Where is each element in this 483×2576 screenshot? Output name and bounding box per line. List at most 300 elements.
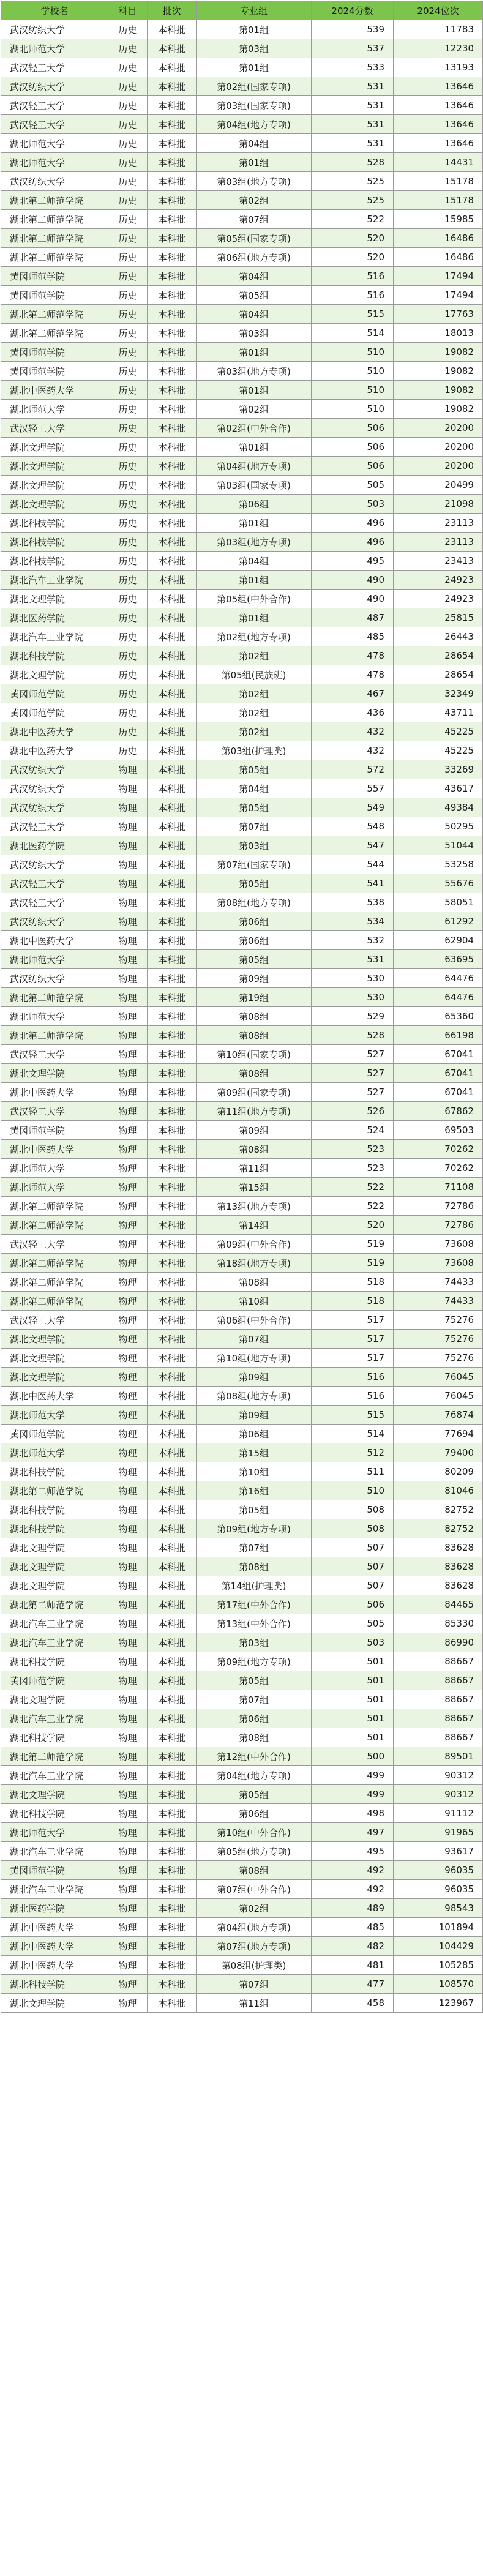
cell-score: 478: [312, 646, 394, 665]
table-row: [1, 741, 483, 760]
cell-school: 湖北第二师范学院: [1, 210, 108, 229]
cell-score: 506: [312, 457, 394, 476]
cell-major-group: 第05组: [197, 798, 312, 817]
cell-score: 531: [312, 96, 394, 115]
cell-subject: 历史: [108, 438, 148, 457]
cell-rank: 64476: [394, 969, 483, 988]
cell-subject: 物理: [108, 1292, 148, 1311]
cell-school: 湖北文理学院: [1, 1690, 108, 1709]
cell-major-group: 第08组(地方专项): [197, 893, 312, 912]
cell-rank: 13646: [394, 115, 483, 134]
cell-score: 529: [312, 1007, 394, 1026]
cell-rank: 88667: [394, 1690, 483, 1709]
table-row: [1, 1349, 483, 1368]
cell-major-group: 第08组: [197, 1557, 312, 1576]
cell-major-group: 第07组(国家专项): [197, 855, 312, 874]
cell-score: 507: [312, 1576, 394, 1595]
table-row: [1, 665, 483, 684]
table-row: [1, 950, 483, 969]
cell-school: 武汉轻工大学: [1, 419, 108, 438]
cell-school: 湖北中医药大学: [1, 381, 108, 400]
cell-subject: 物理: [108, 855, 148, 874]
table-row: [1, 1766, 483, 1785]
cell-school: 湖北文理学院: [1, 1349, 108, 1368]
cell-major-group: 第01组: [197, 438, 312, 457]
cell-subject: 物理: [108, 1519, 148, 1538]
table-row: [1, 115, 483, 134]
table-row: [1, 1519, 483, 1538]
cell-score: 485: [312, 1918, 394, 1937]
cell-rank: 12230: [394, 39, 483, 58]
cell-subject: 历史: [108, 153, 148, 172]
table-row: [1, 20, 483, 39]
cell-batch: 本科批: [148, 514, 197, 533]
cell-major-group: 第01组: [197, 571, 312, 590]
cell-batch: 本科批: [148, 590, 197, 608]
cell-rank: 19082: [394, 362, 483, 381]
cell-subject: 物理: [108, 1747, 148, 1766]
table-row: [1, 571, 483, 590]
table-row: [1, 1690, 483, 1709]
cell-school: 武汉轻工大学: [1, 1045, 108, 1064]
cell-score: 523: [312, 1159, 394, 1178]
cell-school: 黄冈师范学院: [1, 362, 108, 381]
cell-school: 黄冈师范学院: [1, 343, 108, 362]
cell-score: 478: [312, 665, 394, 684]
table-row: [1, 533, 483, 552]
cell-subject: 历史: [108, 495, 148, 514]
cell-batch: 本科批: [148, 1368, 197, 1387]
cell-major-group: 第07组: [197, 1690, 312, 1709]
table-row: [1, 855, 483, 874]
table-row: [1, 1918, 483, 1937]
cell-rank: 65360: [394, 1007, 483, 1026]
cell-major-group: 第02组: [197, 703, 312, 722]
cell-score: 508: [312, 1500, 394, 1519]
header-subject: 科目: [108, 1, 148, 20]
cell-batch: 本科批: [148, 400, 197, 419]
cell-score: 492: [312, 1880, 394, 1899]
cell-score: 508: [312, 1519, 394, 1538]
cell-batch: 本科批: [148, 1595, 197, 1614]
cell-school: 武汉纺织大学: [1, 798, 108, 817]
cell-batch: 本科批: [148, 1273, 197, 1292]
cell-school: 黄冈师范学院: [1, 1861, 108, 1880]
cell-rank: 96035: [394, 1880, 483, 1899]
cell-major-group: 第03组: [197, 324, 312, 343]
cell-subject: 物理: [108, 1538, 148, 1557]
cell-major-group: 第04组: [197, 134, 312, 153]
cell-rank: 14431: [394, 153, 483, 172]
table-row: [1, 931, 483, 950]
cell-rank: 45225: [394, 722, 483, 741]
cell-batch: 本科批: [148, 1880, 197, 1899]
cell-batch: 本科批: [148, 1671, 197, 1690]
cell-major-group: 第01组: [197, 58, 312, 77]
cell-subject: 物理: [108, 1633, 148, 1652]
cell-score: 531: [312, 77, 394, 96]
table-row: [1, 1254, 483, 1273]
table-row: [1, 1823, 483, 1842]
cell-school: 武汉轻工大学: [1, 1311, 108, 1330]
cell-rank: 24923: [394, 590, 483, 608]
table-row: [1, 1880, 483, 1899]
cell-batch: 本科批: [148, 1614, 197, 1633]
cell-major-group: 第04组: [197, 305, 312, 324]
table-row: [1, 1026, 483, 1045]
cell-subject: 物理: [108, 1899, 148, 1918]
cell-score: 489: [312, 1899, 394, 1918]
cell-rank: 62904: [394, 931, 483, 950]
table-row: [1, 1425, 483, 1443]
header-score-2024: 2024分数: [312, 1, 394, 20]
cell-subject: 物理: [108, 1937, 148, 1956]
cell-major-group: 第08组: [197, 1140, 312, 1159]
cell-batch: 本科批: [148, 1500, 197, 1519]
cell-rank: 28654: [394, 665, 483, 684]
cell-major-group: 第04组: [197, 552, 312, 571]
cell-subject: 物理: [108, 1330, 148, 1349]
cell-school: 武汉纺织大学: [1, 855, 108, 874]
table-row: [1, 646, 483, 665]
cell-score: 524: [312, 1121, 394, 1140]
cell-score: 530: [312, 988, 394, 1007]
cell-score: 523: [312, 1140, 394, 1159]
cell-rank: 24923: [394, 571, 483, 590]
cell-batch: 本科批: [148, 343, 197, 362]
cell-batch: 本科批: [148, 1121, 197, 1140]
cell-major-group: 第09组: [197, 969, 312, 988]
table-row: [1, 1671, 483, 1690]
cell-score: 531: [312, 134, 394, 153]
cell-subject: 历史: [108, 229, 148, 248]
cell-rank: 72786: [394, 1197, 483, 1216]
cell-school: 湖北第二师范学院: [1, 229, 108, 248]
cell-school: 湖北汽车工业学院: [1, 627, 108, 646]
cell-batch: 本科批: [148, 1481, 197, 1500]
cell-score: 522: [312, 1197, 394, 1216]
table-row: [1, 1045, 483, 1064]
cell-score: 498: [312, 1804, 394, 1823]
cell-batch: 本科批: [148, 1842, 197, 1861]
cell-subject: 历史: [108, 590, 148, 608]
cell-rank: 84465: [394, 1595, 483, 1614]
cell-batch: 本科批: [148, 362, 197, 381]
cell-score: 505: [312, 1614, 394, 1633]
cell-major-group: 第06组: [197, 495, 312, 514]
cell-subject: 历史: [108, 571, 148, 590]
cell-score: 495: [312, 552, 394, 571]
cell-score: 515: [312, 305, 394, 324]
cell-school: 湖北科技学院: [1, 514, 108, 533]
cell-school: 湖北科技学院: [1, 1804, 108, 1823]
table-row: [1, 608, 483, 627]
table-row: [1, 495, 483, 514]
table-row: [1, 1102, 483, 1121]
cell-school: 武汉纺织大学: [1, 77, 108, 96]
cell-major-group: 第15组: [197, 1178, 312, 1197]
cell-score: 507: [312, 1557, 394, 1576]
cell-batch: 本科批: [148, 305, 197, 324]
cell-batch: 本科批: [148, 931, 197, 950]
cell-score: 528: [312, 153, 394, 172]
cell-score: 501: [312, 1709, 394, 1728]
table-row: [1, 1443, 483, 1462]
cell-school: 湖北第二师范学院: [1, 1197, 108, 1216]
cell-rank: 53258: [394, 855, 483, 874]
cell-major-group: 第08组: [197, 1273, 312, 1292]
table-row: [1, 1747, 483, 1766]
cell-rank: 50295: [394, 817, 483, 836]
cell-rank: 67041: [394, 1045, 483, 1064]
table-row: [1, 514, 483, 533]
cell-school: 湖北师范大学: [1, 400, 108, 419]
cell-rank: 43617: [394, 779, 483, 798]
table-row: [1, 1785, 483, 1804]
cell-rank: 81046: [394, 1481, 483, 1500]
table-row: [1, 1709, 483, 1728]
cell-major-group: 第02组(地方专项): [197, 627, 312, 646]
cell-school: 湖北文理学院: [1, 665, 108, 684]
cell-school: 黄冈师范学院: [1, 267, 108, 286]
table-row: [1, 703, 483, 722]
cell-subject: 物理: [108, 1216, 148, 1235]
cell-school: 湖北文理学院: [1, 1538, 108, 1557]
cell-major-group: 第05组: [197, 1785, 312, 1804]
cell-major-group: 第11组(地方专项): [197, 1102, 312, 1121]
cell-major-group: 第05组: [197, 286, 312, 305]
table-row: [1, 874, 483, 893]
cell-school: 武汉轻工大学: [1, 58, 108, 77]
cell-batch: 本科批: [148, 1709, 197, 1728]
cell-school: 湖北科技学院: [1, 1652, 108, 1671]
cell-major-group: 第07组(中外合作): [197, 1880, 312, 1899]
cell-batch: 本科批: [148, 1026, 197, 1045]
cell-score: 510: [312, 381, 394, 400]
table-row: [1, 893, 483, 912]
cell-rank: 19082: [394, 381, 483, 400]
cell-rank: 76045: [394, 1368, 483, 1387]
table-row: [1, 172, 483, 191]
cell-batch: 本科批: [148, 419, 197, 438]
cell-batch: 本科批: [148, 495, 197, 514]
cell-batch: 本科批: [148, 722, 197, 741]
cell-school: 湖北中医药大学: [1, 1956, 108, 1975]
cell-major-group: 第01组: [197, 153, 312, 172]
cell-batch: 本科批: [148, 1045, 197, 1064]
cell-subject: 历史: [108, 741, 148, 760]
cell-rank: 88667: [394, 1671, 483, 1690]
cell-major-group: 第04组(地方专项): [197, 457, 312, 476]
cell-subject: 物理: [108, 1804, 148, 1823]
cell-score: 516: [312, 286, 394, 305]
cell-major-group: 第05组: [197, 760, 312, 779]
cell-score: 548: [312, 817, 394, 836]
cell-school: 湖北科技学院: [1, 1728, 108, 1747]
cell-rank: 77694: [394, 1425, 483, 1443]
cell-subject: 历史: [108, 608, 148, 627]
cell-score: 541: [312, 874, 394, 893]
cell-rank: 63695: [394, 950, 483, 969]
cell-rank: 83628: [394, 1538, 483, 1557]
header-batch: 批次: [148, 1, 197, 20]
cell-batch: 本科批: [148, 1311, 197, 1330]
table-row: [1, 836, 483, 855]
cell-major-group: 第01组: [197, 343, 312, 362]
table-row: [1, 1538, 483, 1557]
cell-score: 517: [312, 1349, 394, 1368]
cell-batch: 本科批: [148, 1956, 197, 1975]
cell-subject: 物理: [108, 1368, 148, 1387]
cell-score: 492: [312, 1861, 394, 1880]
cell-major-group: 第07组: [197, 210, 312, 229]
cell-major-group: 第08组(地方专项): [197, 1387, 312, 1406]
cell-subject: 物理: [108, 798, 148, 817]
cell-subject: 物理: [108, 1918, 148, 1937]
cell-score: 481: [312, 1956, 394, 1975]
table-row: [1, 1007, 483, 1026]
cell-subject: 物理: [108, 1007, 148, 1026]
cell-score: 501: [312, 1652, 394, 1671]
cell-school: 湖北医药学院: [1, 608, 108, 627]
cell-rank: 20200: [394, 419, 483, 438]
cell-major-group: 第10组: [197, 1292, 312, 1311]
cell-school: 黄冈师范学院: [1, 703, 108, 722]
cell-subject: 历史: [108, 96, 148, 115]
cell-batch: 本科批: [148, 1994, 197, 2013]
table-row: [1, 77, 483, 96]
cell-rank: 70262: [394, 1159, 483, 1178]
cell-batch: 本科批: [148, 969, 197, 988]
cell-school: 武汉纺织大学: [1, 20, 108, 39]
cell-batch: 本科批: [148, 760, 197, 779]
table-row: [1, 1899, 483, 1918]
cell-batch: 本科批: [148, 324, 197, 343]
cell-score: 458: [312, 1994, 394, 2013]
cell-batch: 本科批: [148, 988, 197, 1007]
cell-major-group: 第09组: [197, 1406, 312, 1425]
cell-score: 514: [312, 1425, 394, 1443]
cell-batch: 本科批: [148, 1975, 197, 1994]
cell-batch: 本科批: [148, 229, 197, 248]
cell-major-group: 第16组: [197, 1481, 312, 1500]
cell-major-group: 第18组(地方专项): [197, 1254, 312, 1273]
table-row: [1, 1311, 483, 1330]
cell-major-group: 第04组: [197, 267, 312, 286]
cell-school: 湖北文理学院: [1, 1576, 108, 1595]
table-row: [1, 248, 483, 267]
cell-major-group: 第02组: [197, 646, 312, 665]
cell-school: 黄冈师范学院: [1, 1671, 108, 1690]
cell-major-group: 第09组: [197, 1368, 312, 1387]
cell-school: 湖北第二师范学院: [1, 1026, 108, 1045]
cell-batch: 本科批: [148, 665, 197, 684]
cell-subject: 物理: [108, 1026, 148, 1045]
cell-batch: 本科批: [148, 1330, 197, 1349]
cell-subject: 历史: [108, 419, 148, 438]
cell-major-group: 第08组: [197, 1861, 312, 1880]
cell-score: 549: [312, 798, 394, 817]
cell-rank: 71108: [394, 1178, 483, 1197]
header-school: 学校名: [1, 1, 108, 20]
cell-score: 496: [312, 514, 394, 533]
cell-batch: 本科批: [148, 172, 197, 191]
cell-rank: 15178: [394, 172, 483, 191]
cell-rank: 13646: [394, 134, 483, 153]
cell-batch: 本科批: [148, 779, 197, 798]
cell-rank: 76874: [394, 1406, 483, 1425]
cell-subject: 物理: [108, 1842, 148, 1861]
cell-subject: 历史: [108, 514, 148, 533]
cell-score: 506: [312, 1595, 394, 1614]
cell-rank: 66198: [394, 1026, 483, 1045]
cell-batch: 本科批: [148, 438, 197, 457]
cell-rank: 74433: [394, 1292, 483, 1311]
cell-school: 湖北汽车工业学院: [1, 1842, 108, 1861]
cell-subject: 历史: [108, 286, 148, 305]
cell-rank: 88667: [394, 1652, 483, 1671]
cell-rank: 123967: [394, 1994, 483, 2013]
cell-batch: 本科批: [148, 1216, 197, 1235]
cell-major-group: 第02组(中外合作): [197, 419, 312, 438]
cell-subject: 物理: [108, 1349, 148, 1368]
cell-score: 510: [312, 1481, 394, 1500]
cell-school: 湖北汽车工业学院: [1, 1633, 108, 1652]
cell-major-group: 第01组: [197, 20, 312, 39]
cell-batch: 本科批: [148, 855, 197, 874]
cell-rank: 13646: [394, 77, 483, 96]
cell-major-group: 第07组(地方专项): [197, 1937, 312, 1956]
header-row: [1, 1, 483, 20]
cell-major-group: 第05组: [197, 1671, 312, 1690]
cell-school: 湖北科技学院: [1, 1500, 108, 1519]
cell-school: 湖北科技学院: [1, 533, 108, 552]
cell-subject: 历史: [108, 476, 148, 495]
cell-school: 武汉轻工大学: [1, 1235, 108, 1254]
cell-score: 432: [312, 741, 394, 760]
cell-rank: 93617: [394, 1842, 483, 1861]
cell-subject: 物理: [108, 988, 148, 1007]
cell-score: 517: [312, 1330, 394, 1349]
cell-batch: 本科批: [148, 381, 197, 400]
cell-rank: 15985: [394, 210, 483, 229]
cell-batch: 本科批: [148, 703, 197, 722]
cell-rank: 28654: [394, 646, 483, 665]
cell-school: 湖北第二师范学院: [1, 1481, 108, 1500]
cell-school: 湖北第二师范学院: [1, 248, 108, 267]
cell-school: 湖北文理学院: [1, 590, 108, 608]
cell-school: 武汉轻工大学: [1, 1102, 108, 1121]
cell-batch: 本科批: [148, 1197, 197, 1216]
table-row: [1, 58, 483, 77]
cell-major-group: 第06组(中外合作): [197, 1311, 312, 1330]
cell-batch: 本科批: [148, 134, 197, 153]
cell-major-group: 第03组(国家专项): [197, 476, 312, 495]
cell-subject: 历史: [108, 362, 148, 381]
cell-school: 湖北中医药大学: [1, 1918, 108, 1937]
cell-batch: 本科批: [148, 836, 197, 855]
cell-major-group: 第03组: [197, 39, 312, 58]
cell-rank: 83628: [394, 1557, 483, 1576]
table-body: [1, 20, 483, 2013]
cell-batch: 本科批: [148, 1823, 197, 1842]
cell-rank: 58051: [394, 893, 483, 912]
cell-major-group: 第05组: [197, 950, 312, 969]
cell-school: 湖北第二师范学院: [1, 1292, 108, 1311]
cell-batch: 本科批: [148, 96, 197, 115]
cell-batch: 本科批: [148, 1462, 197, 1481]
cell-score: 528: [312, 1026, 394, 1045]
